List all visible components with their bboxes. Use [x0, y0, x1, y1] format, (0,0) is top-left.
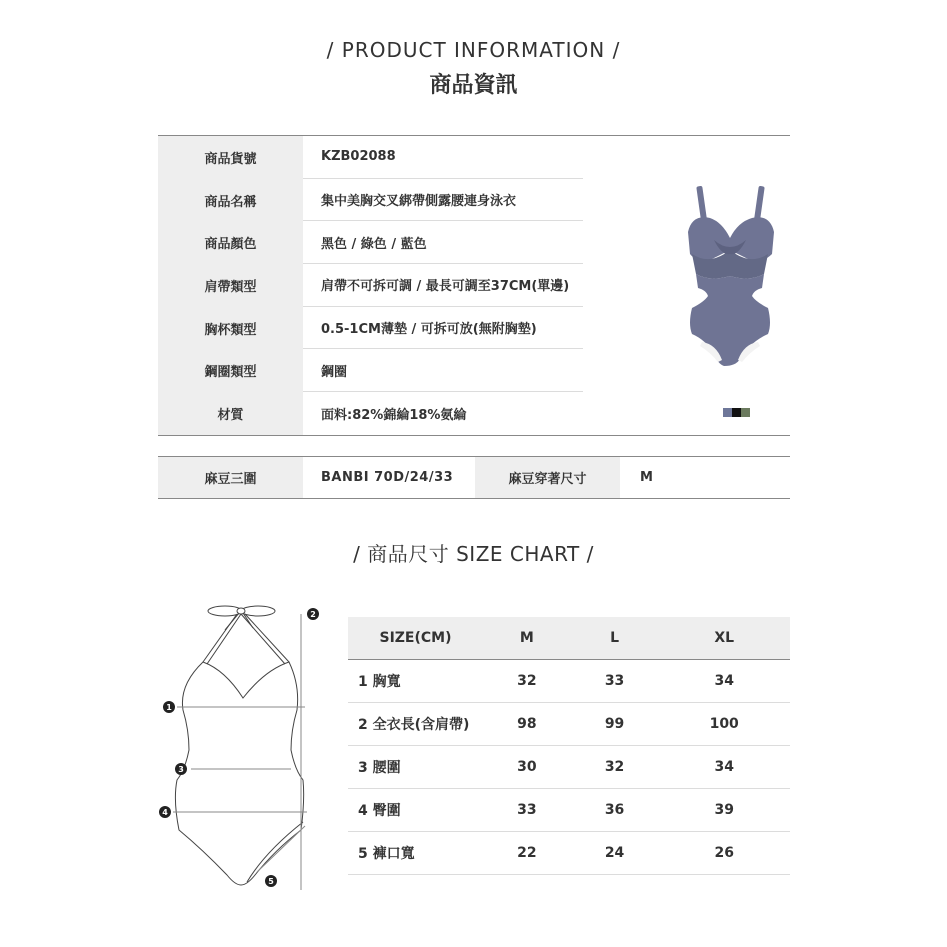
- size-col-header: L: [571, 617, 659, 659]
- marker-2: 2: [310, 610, 316, 619]
- size-cell: 33: [483, 788, 571, 831]
- size-cell: 32: [571, 745, 659, 788]
- info-value: KZB02088: [303, 136, 583, 179]
- swatch-black[interactable]: [732, 408, 741, 417]
- size-cell: 26: [658, 831, 790, 874]
- size-cell: 39: [658, 788, 790, 831]
- size-cell: 99: [571, 702, 659, 745]
- size-col-header: M: [483, 617, 571, 659]
- swatch-blue[interactable]: [723, 408, 732, 417]
- size-cell: 34: [658, 745, 790, 788]
- size-row-label: 1 胸寬: [348, 659, 483, 702]
- size-cell: 33: [571, 659, 659, 702]
- swatch-green[interactable]: [741, 408, 750, 417]
- swimsuit-product-image: [680, 184, 780, 374]
- info-label: 商品名稱: [158, 179, 303, 222]
- info-label: 材質: [158, 392, 303, 435]
- size-col-header: XL: [658, 617, 790, 659]
- marker-4: 4: [162, 808, 168, 817]
- info-label: 商品顏色: [158, 221, 303, 264]
- model-info-table: [158, 456, 790, 499]
- size-chart-table: [348, 617, 790, 875]
- size-header-row: [348, 617, 790, 659]
- size-row: [348, 831, 790, 874]
- size-row: [348, 788, 790, 831]
- size-cell: 98: [483, 702, 571, 745]
- model-measure-value: BANBI 70D/24/33: [321, 470, 454, 485]
- size-row: [348, 702, 790, 745]
- size-cell: 100: [658, 702, 790, 745]
- info-value: 黑色 / 綠色 / 藍色: [303, 221, 583, 264]
- title-zh: 商品資訊: [429, 73, 518, 98]
- info-value: 鋼圈: [303, 349, 583, 392]
- size-cell: 24: [571, 831, 659, 874]
- info-row: [158, 392, 790, 435]
- info-label: 胸杯類型: [158, 307, 303, 350]
- info-row: [158, 136, 790, 179]
- size-row-label: 2 全衣長(含肩帶): [348, 702, 483, 745]
- model-size-label: 麻豆穿著尺寸: [475, 457, 620, 498]
- color-swatches: [723, 408, 750, 417]
- size-row: [348, 745, 790, 788]
- size-cell: 32: [483, 659, 571, 702]
- info-label: 鋼圈類型: [158, 349, 303, 392]
- size-row-label: 4 臀圍: [348, 788, 483, 831]
- size-row-label: 3 腰圍: [348, 745, 483, 788]
- size-cell: 30: [483, 745, 571, 788]
- size-chart-title: / 商品尺寸 SIZE CHART /: [353, 542, 594, 566]
- info-value: 肩帶不可拆可調 / 最長可調至37CM(單邊): [303, 264, 583, 307]
- info-value: 0.5-1CM薄墊 / 可拆可放(無附胸墊): [303, 307, 583, 350]
- info-label: 商品貨號: [158, 136, 303, 179]
- info-label: 肩帶類型: [158, 264, 303, 307]
- size-cell: 34: [658, 659, 790, 702]
- model-size-value: M: [640, 470, 653, 485]
- size-row-label: 5 褲口寬: [348, 831, 483, 874]
- swimsuit-measurement-diagram: [155, 600, 330, 895]
- marker-1: 1: [166, 703, 172, 712]
- size-cell: 36: [571, 788, 659, 831]
- model-measure-label: 麻豆三圍: [158, 457, 303, 498]
- size-row: [348, 659, 790, 702]
- marker-3: 3: [178, 765, 184, 774]
- info-value: 集中美胸交叉綁帶側露腰連身泳衣: [303, 179, 583, 222]
- info-value: 面料:82%錦綸18%氨綸: [321, 407, 467, 423]
- size-cell: 22: [483, 831, 571, 874]
- title-en: / PRODUCT INFORMATION /: [326, 38, 621, 62]
- marker-5: 5: [268, 877, 274, 886]
- size-col-header: SIZE(CM): [348, 617, 483, 659]
